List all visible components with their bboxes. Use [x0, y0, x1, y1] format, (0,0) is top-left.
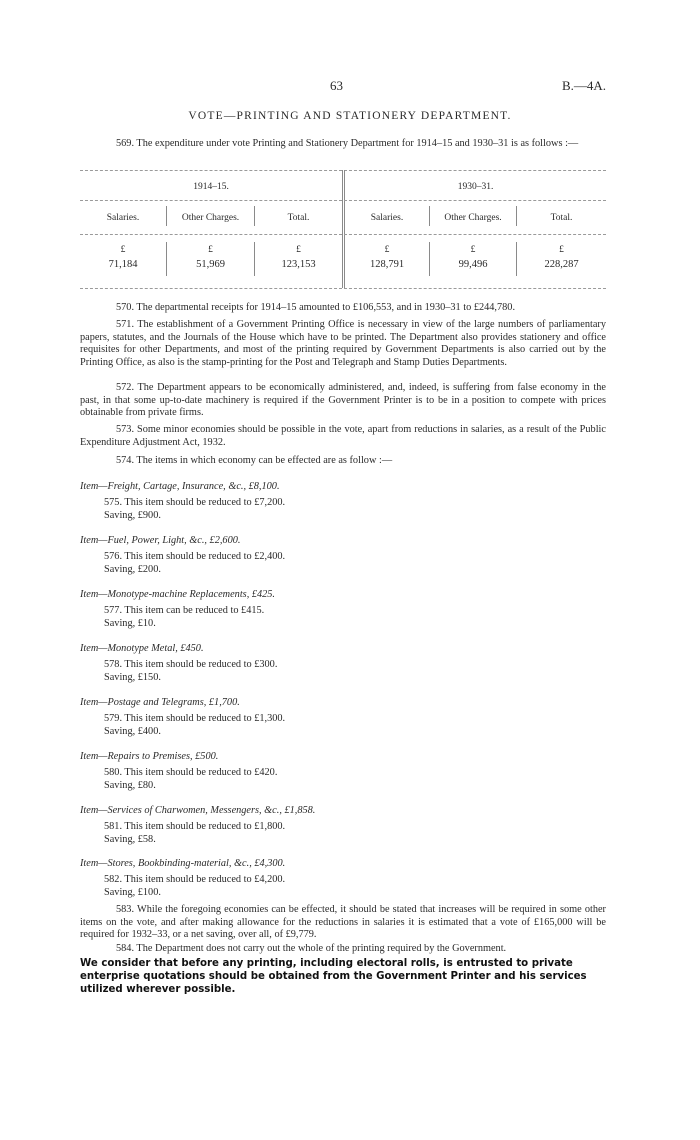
item-saving: Saving, £10. [104, 618, 156, 629]
paragraph-583: 583. While the foregoing economies can be effected, it should be stated that increases will be required in some other items on the vote, and after making allowance for the reductions in salaries it is estimated that a vote of £165,000 will be required for 1932–33, or a net saving, over all, of £9,779. [80, 904, 606, 941]
item-heading: Item—Fuel, Power, Light, &c., £2,600. [80, 535, 241, 546]
item-heading: Item—Repairs to Premises, £500. [80, 751, 219, 762]
item-saving: Saving, £80. [104, 780, 156, 791]
item-saving: Saving, £200. [104, 564, 161, 575]
currency-sign: £ [384, 245, 390, 255]
table-bottom-rule [80, 288, 606, 289]
item-saving: Saving, £58. [104, 834, 156, 845]
item-heading: Item—Services of Charwomen, Messengers, &c., £1,858. [80, 805, 316, 816]
item-reduction: 581. This item should be reduced to £1,800. [104, 821, 286, 832]
column-header: Salaries. [370, 213, 404, 223]
table-value: 128,791 [369, 259, 405, 270]
column-header: Salaries. [106, 213, 140, 223]
item-reduction: 577. This item can be reduced to £415. [104, 605, 265, 616]
item-reduction: 578. This item should be reduced to £300. [104, 659, 278, 670]
year-heading-1930: 1930–31. [457, 182, 494, 192]
item-heading: Item—Freight, Cartage, Insurance, &c., £8,100. [80, 481, 280, 492]
section-title: VOTE—PRINTING AND STATIONERY DEPARTMENT. [188, 110, 512, 122]
paragraph-573: 573. Some minor economies should be possible in the vote, apart from reductions in salaries, as a result of the Public Expenditure Adjustment Act, 1932. [80, 424, 606, 448]
column-header: Total. [550, 213, 573, 223]
table-subhead-rule [80, 200, 606, 201]
paragraph-569: 569. The expenditure under vote Printing and Stationery Department for 1914–15 and 1930–31 is as follows :— [116, 138, 579, 149]
page-number: 63 [330, 78, 343, 93]
paragraph-572: 572. The Department appears to be economically administered, and, indeed, is suffering from false economy in the past, in that some up-to-date machinery is required if the Government Printer is to be in a position to compete with prices obtainable from private firms. [80, 382, 606, 419]
column-header: Other Charges. [181, 213, 240, 223]
table-value: 99,496 [458, 259, 488, 270]
item-heading: Item—Monotype-machine Replacements, £425. [80, 589, 276, 600]
currency-sign: £ [120, 245, 126, 255]
year-heading-1914: 1914–15. [193, 182, 229, 192]
item-saving: Saving, £900. [104, 510, 161, 521]
table-value: 71,184 [108, 259, 138, 270]
column-header: Other Charges. [444, 213, 502, 223]
paragraph-571: 571. The establishment of a Government Printing Office is necessary in view of the large numbers of parliamentary papers, statutes, and the Journals of the House which have to be printed. The Department also provides stationery and office requisites for other Departments, and most of the printing required by Government Departments is also carried out by the Printing Office, as also is the stamp-printing for the Post and Telegraph and Stamp Duties Departments. [80, 319, 606, 368]
item-reduction: 580. This item should be reduced to £420. [104, 767, 278, 778]
currency-sign: £ [296, 245, 301, 255]
table-header-rule [80, 234, 606, 235]
item-heading: Item—Monotype Metal, £450. [80, 643, 204, 654]
item-saving: Saving, £100. [104, 887, 161, 898]
item-reduction: 576. This item should be reduced to £2,400. [104, 551, 286, 562]
item-saving: Saving, £400. [104, 726, 161, 737]
table-value: 123,153 [281, 259, 316, 270]
currency-sign: £ [559, 245, 564, 255]
item-reduction: 582. This item should be reduced to £4,200. [104, 874, 286, 885]
paragraph-570: 570. The departmental receipts for 1914–15 amounted to £106,553, and in 1930–31 to £244,780. [116, 302, 516, 313]
document-reference: B.—4A. [561, 78, 606, 93]
column-header: Total. [287, 213, 310, 223]
recommendation-note: We consider that before any printing, including electoral rolls, is entrusted to private enterprise quotations should be obtained from the Government Printer and his services utilized wherever possible. [80, 958, 587, 995]
item-heading: Item—Postage and Telegrams, £1,700. [80, 697, 240, 708]
item-heading: Item—Stores, Bookbinding-material, &c., £4,300. [80, 858, 286, 869]
table-value: 51,969 [196, 259, 225, 270]
item-reduction: 579. This item should be reduced to £1,300. [104, 713, 286, 724]
table-year-divider [342, 170, 343, 288]
table-value: 228,287 [544, 259, 579, 270]
currency-sign: £ [208, 245, 213, 255]
currency-sign: £ [470, 245, 476, 255]
paragraph-584: 584. The Department does not carry out the whole of the printing required by the Government. [116, 943, 507, 954]
expenditure-table [80, 170, 606, 290]
item-reduction: 575. This item should be reduced to £7,200. [104, 497, 286, 508]
item-saving: Saving, £150. [104, 672, 161, 683]
table-top-rule [80, 170, 606, 171]
paragraph-574: 574. The items in which economy can be effected are as follow :— [116, 455, 393, 466]
